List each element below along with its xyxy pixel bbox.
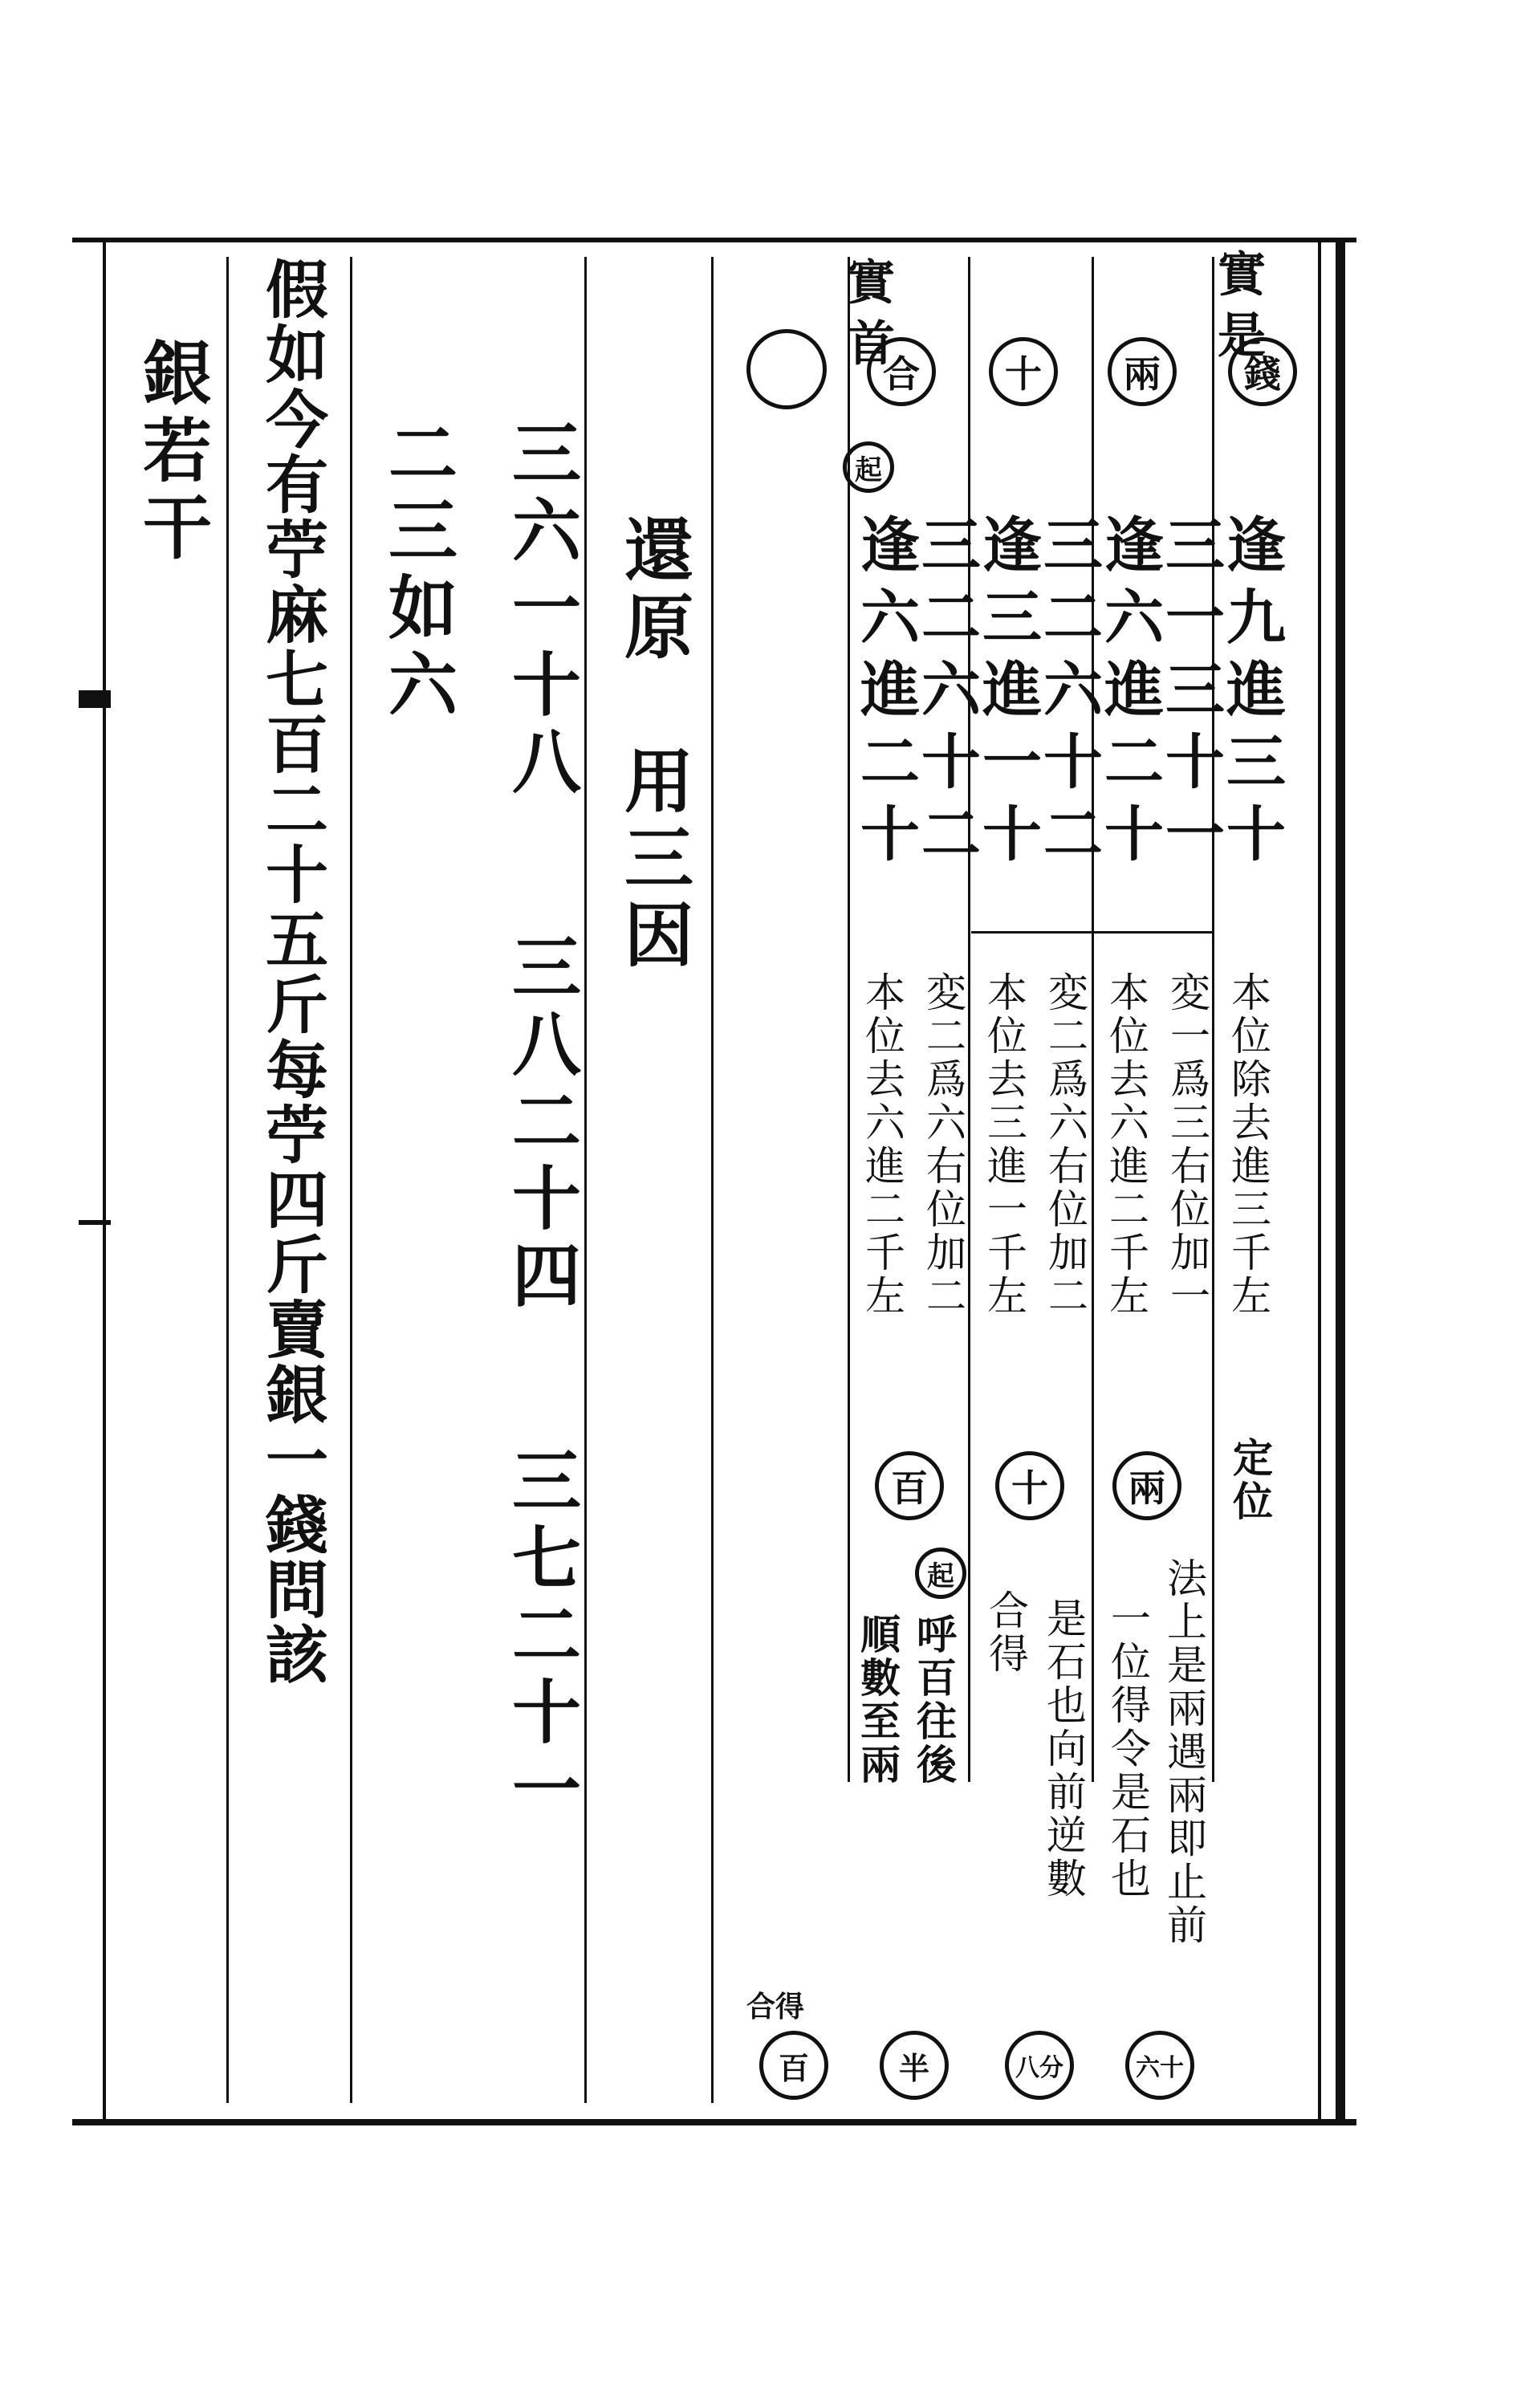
circled-bottom-1: 六十: [1125, 2031, 1194, 2100]
rule-col-7b: 本位去六進二千左: [859, 971, 905, 1318]
divider-6: [968, 257, 970, 1782]
rule-col-3b: 本位去六進二千左: [1103, 971, 1149, 1318]
rule-col-4a: 三二六十二: [1034, 514, 1103, 875]
circled-bottom-2: 八分: [1005, 2031, 1074, 2100]
divider-1: [226, 257, 229, 2103]
method-col-3: 是石也向前逆數: [1040, 1597, 1087, 1901]
frame-right-line: [1336, 241, 1345, 2119]
rule-col-4b: 変二爲六右位加二: [1042, 971, 1088, 1318]
question-col-b: 銀若干: [131, 337, 212, 568]
calc-col-a: 三六一十八: [500, 417, 581, 803]
calc-col-c: 三七二十一: [500, 1445, 581, 1830]
edge-mark-2: [79, 1220, 111, 1225]
frame-top-line: [72, 238, 1356, 242]
rule-col-1b: 本位除去進三千左: [1225, 971, 1271, 1318]
margin-left-line: [103, 241, 106, 2119]
circled-bottom-3: 半: [880, 2031, 949, 2100]
rule-col-5a: 逢三進一十: [973, 514, 1042, 875]
divider-5: [848, 257, 850, 1782]
method-col-1: 法上是兩遇兩即止前: [1161, 1557, 1207, 1947]
frame-bottom-line: [72, 2119, 1356, 2125]
rule-col-3a: 逢六進二十: [1095, 514, 1164, 875]
circled-bottom-4: 百: [759, 2031, 828, 2100]
rule-col-2b: 変一爲三右位加一: [1164, 971, 1210, 1318]
circled-empty: [746, 329, 827, 409]
question-col-a: 假如今有苧麻七百二十五斤每苧四斤賣銀一錢問該: [255, 257, 328, 1687]
circled-shi-lower: 十: [995, 1451, 1064, 1520]
he-de-label: 合得: [982, 1589, 1029, 1676]
rule-col-7a: 逢六進二十: [851, 514, 920, 875]
divider-4: [711, 257, 714, 2103]
circled-shi: 十: [989, 337, 1058, 406]
circled-bai: 百: [875, 1451, 944, 1520]
he-de-bottom-label: 合得: [746, 1990, 805, 2024]
edge-mark-1: [79, 690, 111, 708]
divider-9: [971, 931, 1212, 934]
divider-8: [1212, 257, 1214, 1782]
shun-shu-col: 順數至兩: [854, 1613, 901, 1787]
rule-col-6b: 変二爲六右位加二: [920, 971, 966, 1318]
divider-2: [350, 257, 352, 2103]
header-shi-label: 實是: [1210, 249, 1266, 371]
circled-he: 合: [867, 337, 936, 406]
hu-bai-col: 呼百往後: [910, 1613, 958, 1787]
circled-qi-top: 起: [843, 441, 894, 493]
rule-col-5b: 本位去三進一千左: [981, 971, 1027, 1318]
circled-qian: 錢: [1228, 337, 1297, 406]
rule-col-1a: 逢九進三十: [1217, 514, 1286, 875]
er-san-col: 二三如六: [376, 417, 458, 726]
huan-yuan-col: 還原 用三因: [612, 514, 693, 976]
divider-7: [1092, 257, 1094, 1782]
rule-col-6a: 三二六十二: [912, 514, 981, 875]
circled-liang: 兩: [1108, 337, 1177, 406]
circled-liang-lower: 兩: [1112, 1451, 1181, 1520]
ding-wei-label: 定位: [1226, 1437, 1274, 1523]
divider-3: [584, 257, 587, 2103]
calc-col-b: 三八二十四: [500, 931, 581, 1316]
circled-qi-lower: 起: [915, 1548, 966, 1599]
rule-col-2a: 三一三十一: [1156, 514, 1225, 875]
frame-inner-right-line: [1318, 241, 1321, 2119]
method-col-2: 一位得令是石也: [1104, 1597, 1151, 1901]
header-shi-shou: 實首: [839, 257, 895, 379]
